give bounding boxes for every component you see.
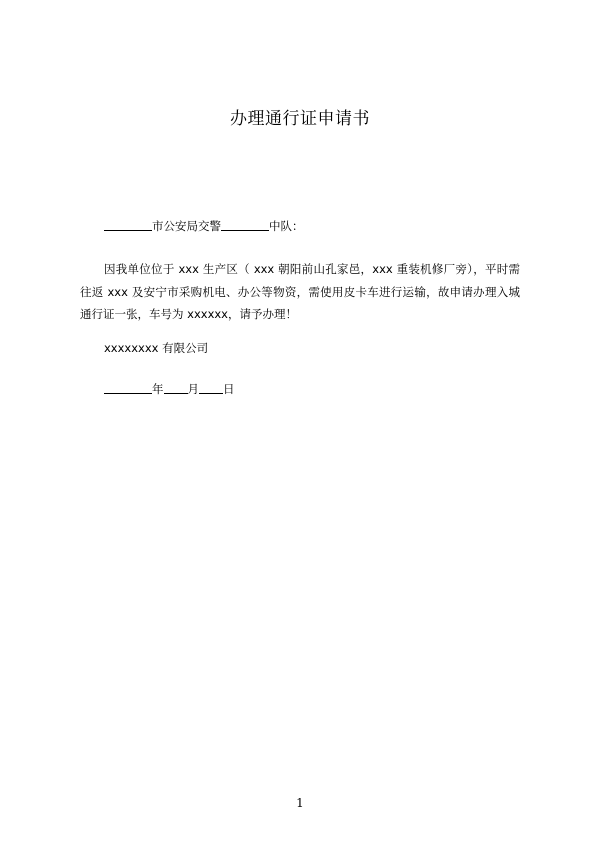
body-paragraph: 因我单位位于 xxx 生产区（ xxx 朝阳前山孔家邑，xxx 重装机修厂旁），平时需往返 xxx 及安宁市采购机电、办公等物资，需使用皮卡车进行运输，故申请办理入城通行证一张，车号为 xxxxxx，请予办理！ (80, 262, 520, 321)
document-title: 办理通行证申请书 (230, 109, 370, 129)
blank-month (164, 381, 188, 394)
salutation-line (80, 218, 520, 234)
blank-squad (221, 218, 269, 231)
blank-day (199, 381, 223, 394)
blank-city (104, 218, 152, 231)
year-label: 年 (152, 382, 164, 396)
page-number: 1 (296, 796, 304, 810)
blank-year (104, 381, 152, 394)
salutation-part2: 中队： (269, 219, 304, 233)
date-line (80, 381, 520, 397)
month-label: 月 (187, 382, 199, 396)
day-label: 日 (223, 382, 235, 396)
salutation-part1: 市公安局交警 (152, 219, 221, 233)
company-name: xxxxxxxx 有限公司 (104, 341, 209, 355)
company-line (80, 340, 520, 356)
